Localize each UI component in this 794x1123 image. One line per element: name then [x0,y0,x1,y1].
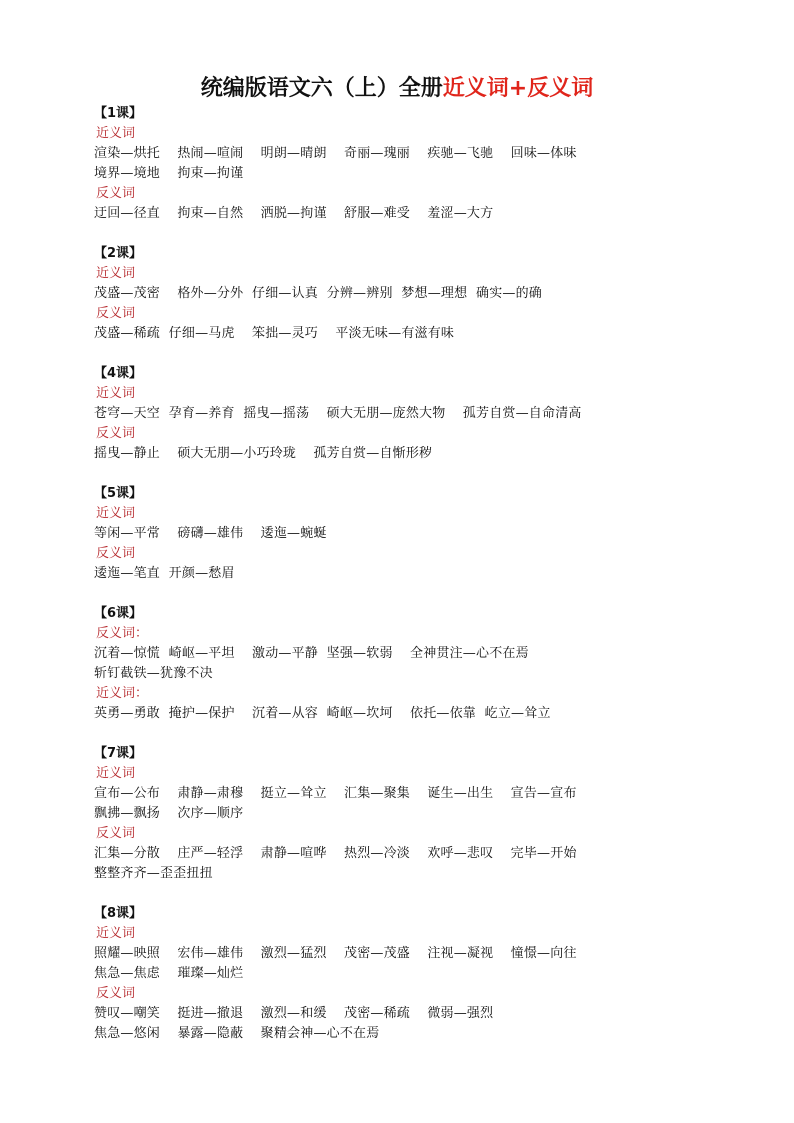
word-pair-line: 境界—境地 拘束—拘谨 [94,166,244,181]
word-pair-line: 茂盛—茂密 格外—分外 仔细—认真 分辨—辨别 梦想—理想 确实—的确 [94,286,542,301]
title-plus: + [508,76,528,101]
category-label: 反义词 [96,986,136,1001]
lesson-heading: 【7课】 [94,746,143,761]
document-body [94,104,734,1044]
category-label: 近义词 [96,506,136,521]
word-pair-line: 沉着—惊慌 崎岖—平坦 激动—平静 坚强—软弱 全神贯注—心不在焉 [94,646,529,661]
lesson-heading: 【5课】 [94,486,143,501]
word-pair-line: 飘拂—飘扬 次序—顺序 [94,806,244,821]
lesson-heading: 【6课】 [94,606,143,621]
lesson-4 [94,364,734,464]
word-pair-line: 照耀—映照 宏伟—雄伟 激烈—猛烈 茂密—茂盛 注视—凝视 憧憬—向往 [94,946,577,961]
lesson-5 [94,484,734,584]
word-pair-line: 等闲—平常 磅礴—雄伟 逶迤—蜿蜒 [94,526,327,541]
word-pair-line: 焦急—悠闲 暴露—隐蔽 聚精会神—心不在焉 [94,1026,380,1041]
word-pair-line: 英勇—勇敢 掩护—保护 沉着—从容 崎岖—坎坷 依托—依靠 屹立—耸立 [94,706,551,721]
word-pair-line: 茂盛—稀疏 仔细—马虎 笨拙—灵巧 平淡无味—有滋有味 [94,326,455,341]
lesson-2 [94,244,734,344]
word-pair-line: 斩钉截铁—犹豫不决 [94,666,213,681]
word-pair-line: 焦急—焦虑 璀璨—灿烂 [94,966,244,981]
category-label: 反义词 [96,826,136,841]
word-pair-line: 整整齐齐—歪歪扭扭 [94,866,213,881]
category-label: 反义词 [96,306,136,321]
title-part-synonyms: 近义词 [442,76,509,101]
word-pair-line: 迂回—径直 拘束—自然 洒脱—拘谨 舒服—难受 羞涩—大方 [94,206,494,221]
word-pair-line: 赞叹—嘲笑 挺进—撤退 激烈—和缓 茂密—稀疏 微弱—强烈 [94,1006,494,1021]
category-label: 反义词 [96,546,136,561]
page-title [0,74,794,104]
title-part-antonyms: 反义词 [527,76,594,101]
word-pair-line: 苍穹—天空 孕育—养育 摇曳—摇荡 硕大无朋—庞然大物 孤芳自赏—自命清高 [94,406,582,421]
lesson-1 [94,104,734,224]
lesson-7 [94,744,734,884]
category-label: 近义词 [96,386,136,401]
category-label: 近义词 [96,766,136,781]
word-pair-line: 渲染—烘托 热闹—喧闹 明朗—晴朗 奇丽—瑰丽 疾驰—飞驰 回味—体味 [94,146,577,161]
category-label: 反义词 [96,186,136,201]
category-label: 反义词： [96,626,149,641]
category-label: 近义词： [96,686,149,701]
category-label: 近义词 [96,126,136,141]
lesson-6 [94,604,734,724]
word-pair-line: 摇曳—静止 硕大无朋—小巧玲珑 孤芳自赏—自惭形秽 [94,446,433,461]
lesson-heading: 【1课】 [94,106,143,121]
lesson-heading: 【4课】 [94,366,143,381]
lesson-heading: 【2课】 [94,246,143,261]
title-part-main: 统编版语文六（上）全册 [200,76,443,101]
category-label: 近义词 [96,926,136,941]
word-pair-line: 逶迤—笔直 开颜—愁眉 [94,566,235,581]
category-label: 反义词 [96,426,136,441]
word-pair-line: 汇集—分散 庄严—轻浮 肃静—喧哗 热烈—冷淡 欢呼—悲叹 完毕—开始 [94,846,577,861]
lesson-8 [94,904,734,1044]
category-label: 近义词 [96,266,136,281]
word-pair-line: 宣布—公布 肃静—肃穆 挺立—耸立 汇集—聚集 诞生—出生 宣告—宣布 [94,786,577,801]
lesson-heading: 【8课】 [94,906,143,921]
